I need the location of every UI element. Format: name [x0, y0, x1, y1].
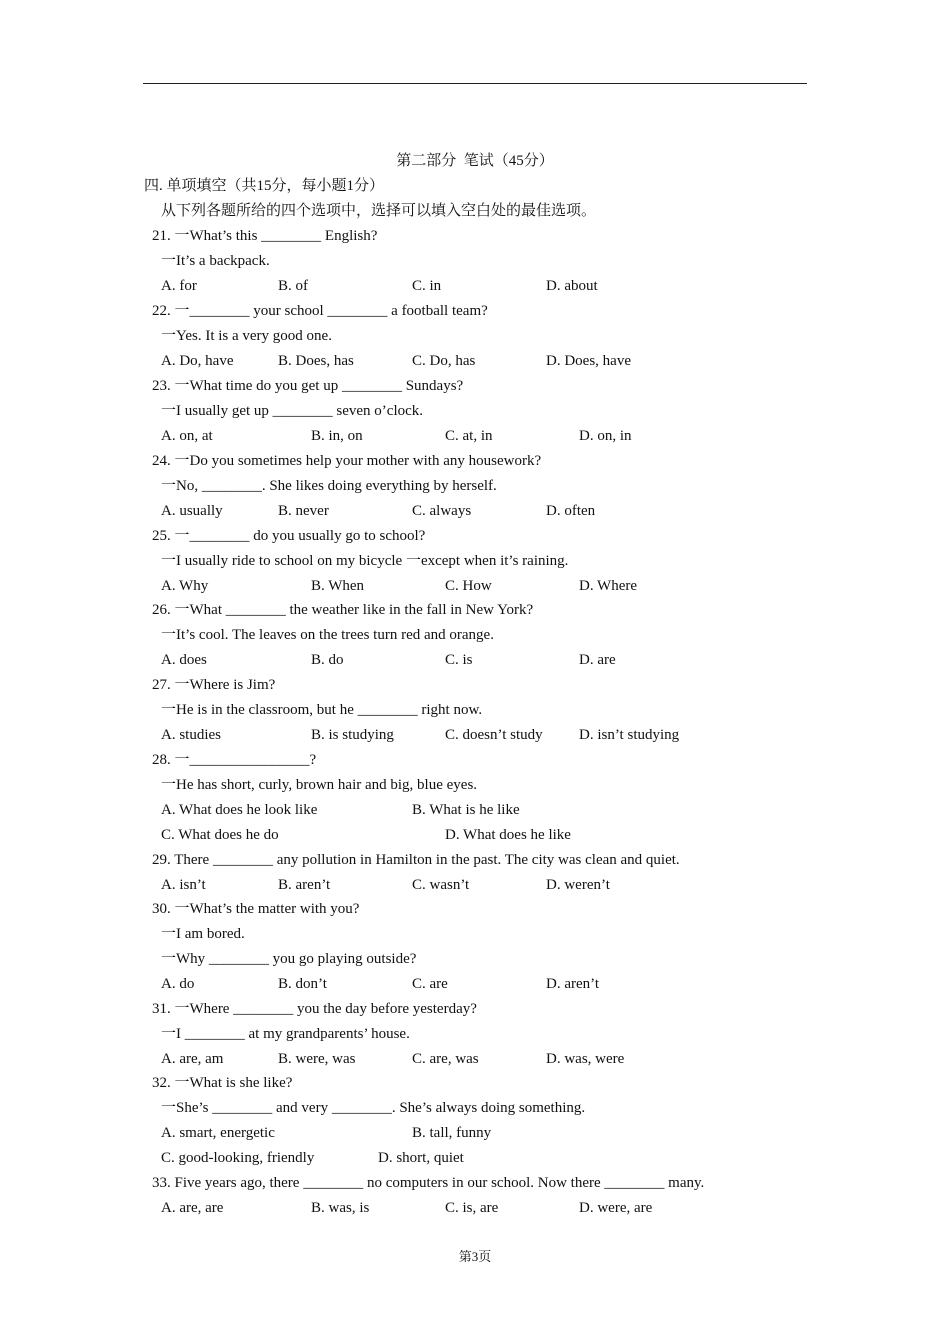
answer-line: 一He has short, curly, brown hair and big, blue eyes. [161, 777, 478, 793]
answer-line: 一It’s a backpack. [161, 253, 270, 269]
answer-line: 一I ________ at my grandparents’ house. [161, 1026, 410, 1042]
option-c: C. How [445, 578, 492, 594]
answer-line: 一I usually ride to school on my bicycle 一except when it’s raining. [161, 553, 569, 569]
question-line: 33. Five years ago, there ________ no computers in our school. Now there ________ many. [152, 1175, 705, 1191]
option-d: D. aren’t [546, 976, 600, 992]
answer-line: 一No, ________. She likes doing everything by herself. [161, 478, 497, 494]
option-b: B. were, was [278, 1051, 356, 1067]
option-d: D. Does, have [546, 353, 631, 369]
option-b: B. was, is [311, 1200, 370, 1216]
option-a: A. Why [161, 578, 209, 594]
option-a: A. does [161, 652, 207, 668]
option-a: A. smart, energetic [161, 1125, 275, 1141]
option-d: D. are [579, 652, 616, 668]
option-c: C. good-looking, friendly [161, 1150, 315, 1166]
option-a: A. do [161, 976, 195, 992]
option-c: C. doesn’t study [445, 727, 543, 743]
option-c: C. is, are [445, 1200, 499, 1216]
section-instruction: 从下列各题所给的四个选项中，选择可以填入空白处的最佳选项。 [161, 203, 597, 219]
option-a: A. What does he look like [161, 802, 318, 818]
question-line: 29. There ________ any pollution in Hamilton in the past. The city was clean and quiet. [152, 852, 680, 868]
option-c: C. always [412, 503, 472, 519]
option-c: C. Do, has [412, 353, 476, 369]
answer-line: 一Why ________ you go playing outside? [161, 951, 417, 967]
option-d: D. often [546, 503, 596, 519]
question-line: 28. 一________________? [152, 752, 317, 768]
option-d: D. weren’t [546, 877, 610, 893]
question-line: 32. 一What is she like? [152, 1075, 293, 1091]
option-d: D. short, quiet [378, 1150, 464, 1166]
option-d: D. Where [579, 578, 638, 594]
option-b: B. When [311, 578, 365, 594]
option-c: C. is [445, 652, 473, 668]
option-c: C. in [412, 278, 442, 294]
option-b: B. aren’t [278, 877, 331, 893]
option-b: B. do [311, 652, 344, 668]
option-d: D. were, are [579, 1200, 653, 1216]
answer-line: 一She’s ________ and very ________. She’s always doing something. [161, 1100, 586, 1116]
answer-line: 一He is in the classroom, but he ________ right now. [161, 702, 483, 718]
question-line: 23. 一What time do you get up ________ Sundays? [152, 378, 464, 394]
question-line: 30. 一What’s the matter with you? [152, 901, 360, 917]
option-d: D. about [546, 278, 598, 294]
option-c: C. are, was [412, 1051, 479, 1067]
option-b: B. never [278, 503, 329, 519]
answer-line: 一I usually get up ________ seven o’clock. [161, 403, 424, 419]
option-b: B. in, on [311, 428, 363, 444]
option-a: A. usually [161, 503, 223, 519]
option-a: A. for [161, 278, 197, 294]
option-b: B. What is he like [412, 802, 520, 818]
option-c: C. What does he do [161, 827, 279, 843]
option-a: A. Do, have [161, 353, 234, 369]
option-d: D. on, in [579, 428, 632, 444]
option-a: A. on, at [161, 428, 213, 444]
part-title: 第二部分 笔试（45分） [396, 153, 554, 169]
answer-line: 一It’s cool. The leaves on the trees turn red and orange. [161, 627, 494, 643]
option-b: B. of [278, 278, 308, 294]
header-rule [143, 83, 807, 84]
option-d: D. was, were [546, 1051, 625, 1067]
section-heading: 四. 单项填空（共15分，每小题1分） [144, 178, 385, 194]
question-line: 21. 一What’s this ________ English? [152, 228, 378, 244]
option-b: B. Does, has [278, 353, 354, 369]
question-line: 24. 一Do you sometimes help your mother with any housework? [152, 453, 542, 469]
option-a: A. are, am [161, 1051, 224, 1067]
option-a: A. studies [161, 727, 221, 743]
option-a: A. are, are [161, 1200, 224, 1216]
option-c: C. are [412, 976, 448, 992]
option-c: C. wasn’t [412, 877, 470, 893]
answer-line: 一Yes. It is a very good one. [161, 328, 332, 344]
question-line: 26. 一What ________ the weather like in the fall in New York? [152, 602, 534, 618]
option-d: D. What does he like [445, 827, 571, 843]
question-line: 31. 一Where ________ you the day before yesterday? [152, 1001, 477, 1017]
option-d: D. isn’t studying [579, 727, 680, 743]
question-line: 22. 一________ your school ________ a football team? [152, 303, 488, 319]
option-b: B. tall, funny [412, 1125, 492, 1141]
answer-line: 一I am bored. [161, 926, 245, 942]
page-number: 第3页 [458, 1249, 492, 1264]
question-line: 25. 一________ do you usually go to school? [152, 528, 426, 544]
option-b: B. is studying [311, 727, 394, 743]
question-line: 27. 一Where is Jim? [152, 677, 276, 693]
option-c: C. at, in [445, 428, 493, 444]
option-a: A. isn’t [161, 877, 206, 893]
option-b: B. don’t [278, 976, 327, 992]
